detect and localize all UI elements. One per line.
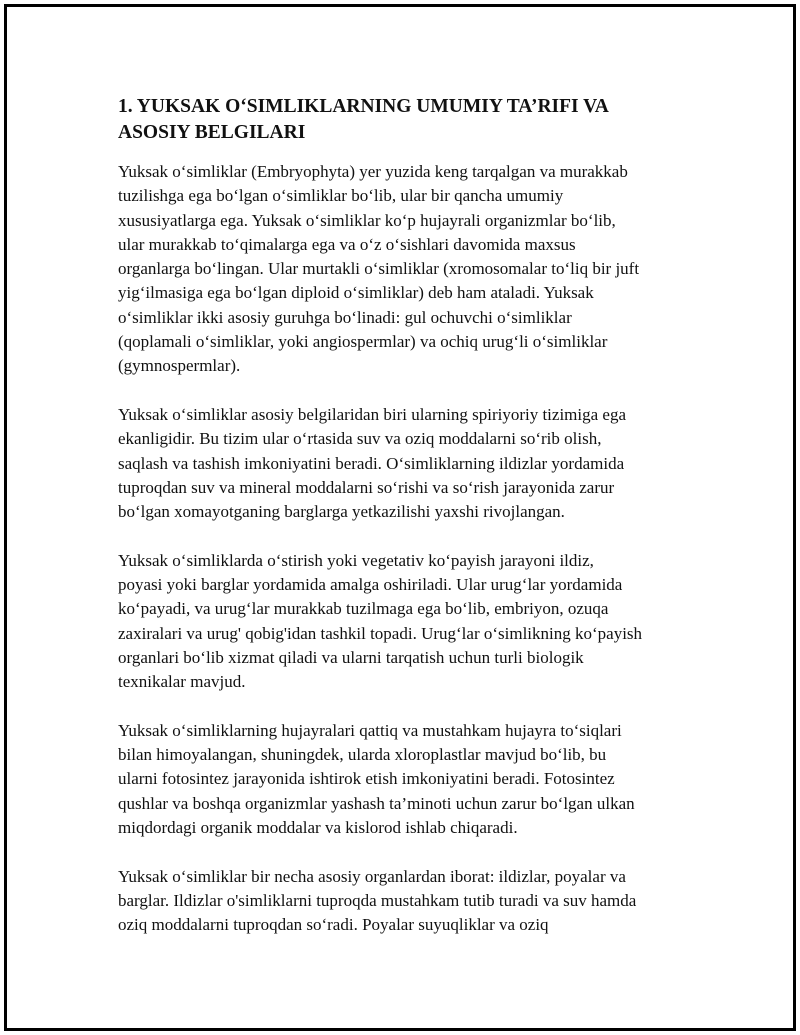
paragraph-line: (gymnospermlar). [118, 356, 241, 376]
paragraph-line: zaxiralari va urug' qobig'idan tashkil topadi. Urug‘lar o‘simlikning ko‘payish [118, 623, 643, 643]
paragraph-line: miqdordagi organik moddalar va kislorod ishlab chiqaradi. [118, 818, 518, 838]
document-body [118, 94, 758, 962]
paragraph-line: texnikalar mavjud. [118, 672, 246, 692]
paragraph-line: tuzilishga ega bo‘lgan o‘simliklar bo‘lib, ular bir qancha umumiy [118, 186, 564, 206]
paragraph-line: Yuksak o‘simliklar asosiy belgilaridan biri ularning spiriyoriy tizimiga ega [118, 404, 627, 424]
paragraph-line: Yuksak o‘simliklarning hujayralari qattiq va mustahkam hujayra to‘siqlari [118, 720, 622, 740]
paragraph-line: ko‘payadi, va urug‘lar murakkab tuzilmaga ega bo‘lib, embriyon, ozuqa [118, 599, 609, 619]
paragraph-3 [118, 549, 758, 695]
paragraph-line: ekanligidir. Bu tizim ular o‘rtasida suv va oziq moddalarni so‘rib olish, [118, 429, 602, 449]
paragraph-line: ularni fotosintez jarayonida ishtirok etish imkoniyatini beradi. Fotosintez [118, 769, 615, 789]
paragraph-line: bilan himoyalangan, shuningdek, ularda xloroplastlar mavjud bo‘lib, bu [118, 745, 607, 765]
heading-line: ASOSIY BELGILARI [118, 122, 306, 143]
paragraph-line: o‘simliklar ikki asosiy guruhga bo‘linadi: gul ochuvchi o‘simliklar [118, 307, 572, 327]
paragraph-line: (qoplamali o‘simliklar, yoki angiospermlar) va ochiq urug‘li o‘simliklar [118, 332, 608, 352]
paragraph-4 [118, 719, 758, 840]
paragraph-line: organlarga bo‘lingan. Ular murtakli o‘simliklar (xromosomalar to‘liq bir juft [118, 259, 640, 279]
paragraph-1 [118, 160, 758, 379]
paragraph-2 [118, 403, 758, 524]
paragraph-line: qushlar va boshqa organizmlar yashash ta’minoti uchun zarur bo‘lgan ulkan [118, 793, 635, 813]
paragraph-line: poyasi yoki barglar yordamida amalga oshiriladi. Ular urug‘lar yordamida [118, 575, 623, 595]
paragraph-line: oziq moddalarni tuproqdan so‘radi. Poyalar suyuqliklar va oziq [118, 915, 549, 935]
paragraph-line: saqlash va tashish imkoniyatini beradi. O‘simliklarning ildizlar yordamida [118, 453, 625, 473]
paragraph-line: Yuksak o‘simliklar (Embryophyta) yer yuzida keng tarqalgan va murakkab [118, 162, 628, 181]
paragraph-line: barglar. Ildizlar o'simliklarni tuproqda mustahkam tutib turadi va suv hamda [118, 890, 637, 910]
paragraph-line: bo‘lgan xomayotganing barglarga yetkazilishi yaxshi rivojlangan. [118, 502, 565, 522]
paragraph-line: tuproqdan suv va mineral moddalarni so‘rishi va so‘rish jarayonida zarur [118, 477, 615, 497]
paragraph-line: xususiyatlarga ega. Yuksak o‘simliklar ko‘p hujayrali organizmlar bo‘lib, [118, 210, 616, 230]
paragraph-line: Yuksak o‘simliklar bir necha asosiy organlardan iborat: ildizlar, poyalar va [118, 866, 626, 886]
paragraph-line: organlari bo‘lib xizmat qiladi va ularni tarqatish uchun turli biologik [118, 647, 584, 667]
paragraph-line: ular murakkab to‘qimalarga ega va o‘z o‘sishlari davomida maxsus [118, 234, 576, 254]
paragraph-line: yig‘ilmasiga ega bo‘lgan diploid o‘simliklar) deb ham ataladi. Yuksak [118, 283, 594, 303]
section-heading [118, 94, 758, 146]
heading-line: 1. YUKSAK O‘SIMLIKLARNING UMUMIY TA’RIFI VA [118, 96, 609, 117]
paragraph-line: Yuksak o‘simliklarda o‘stirish yoki vegetativ ko‘payish jarayoni ildiz, [118, 550, 594, 570]
paragraph-5 [118, 865, 758, 938]
